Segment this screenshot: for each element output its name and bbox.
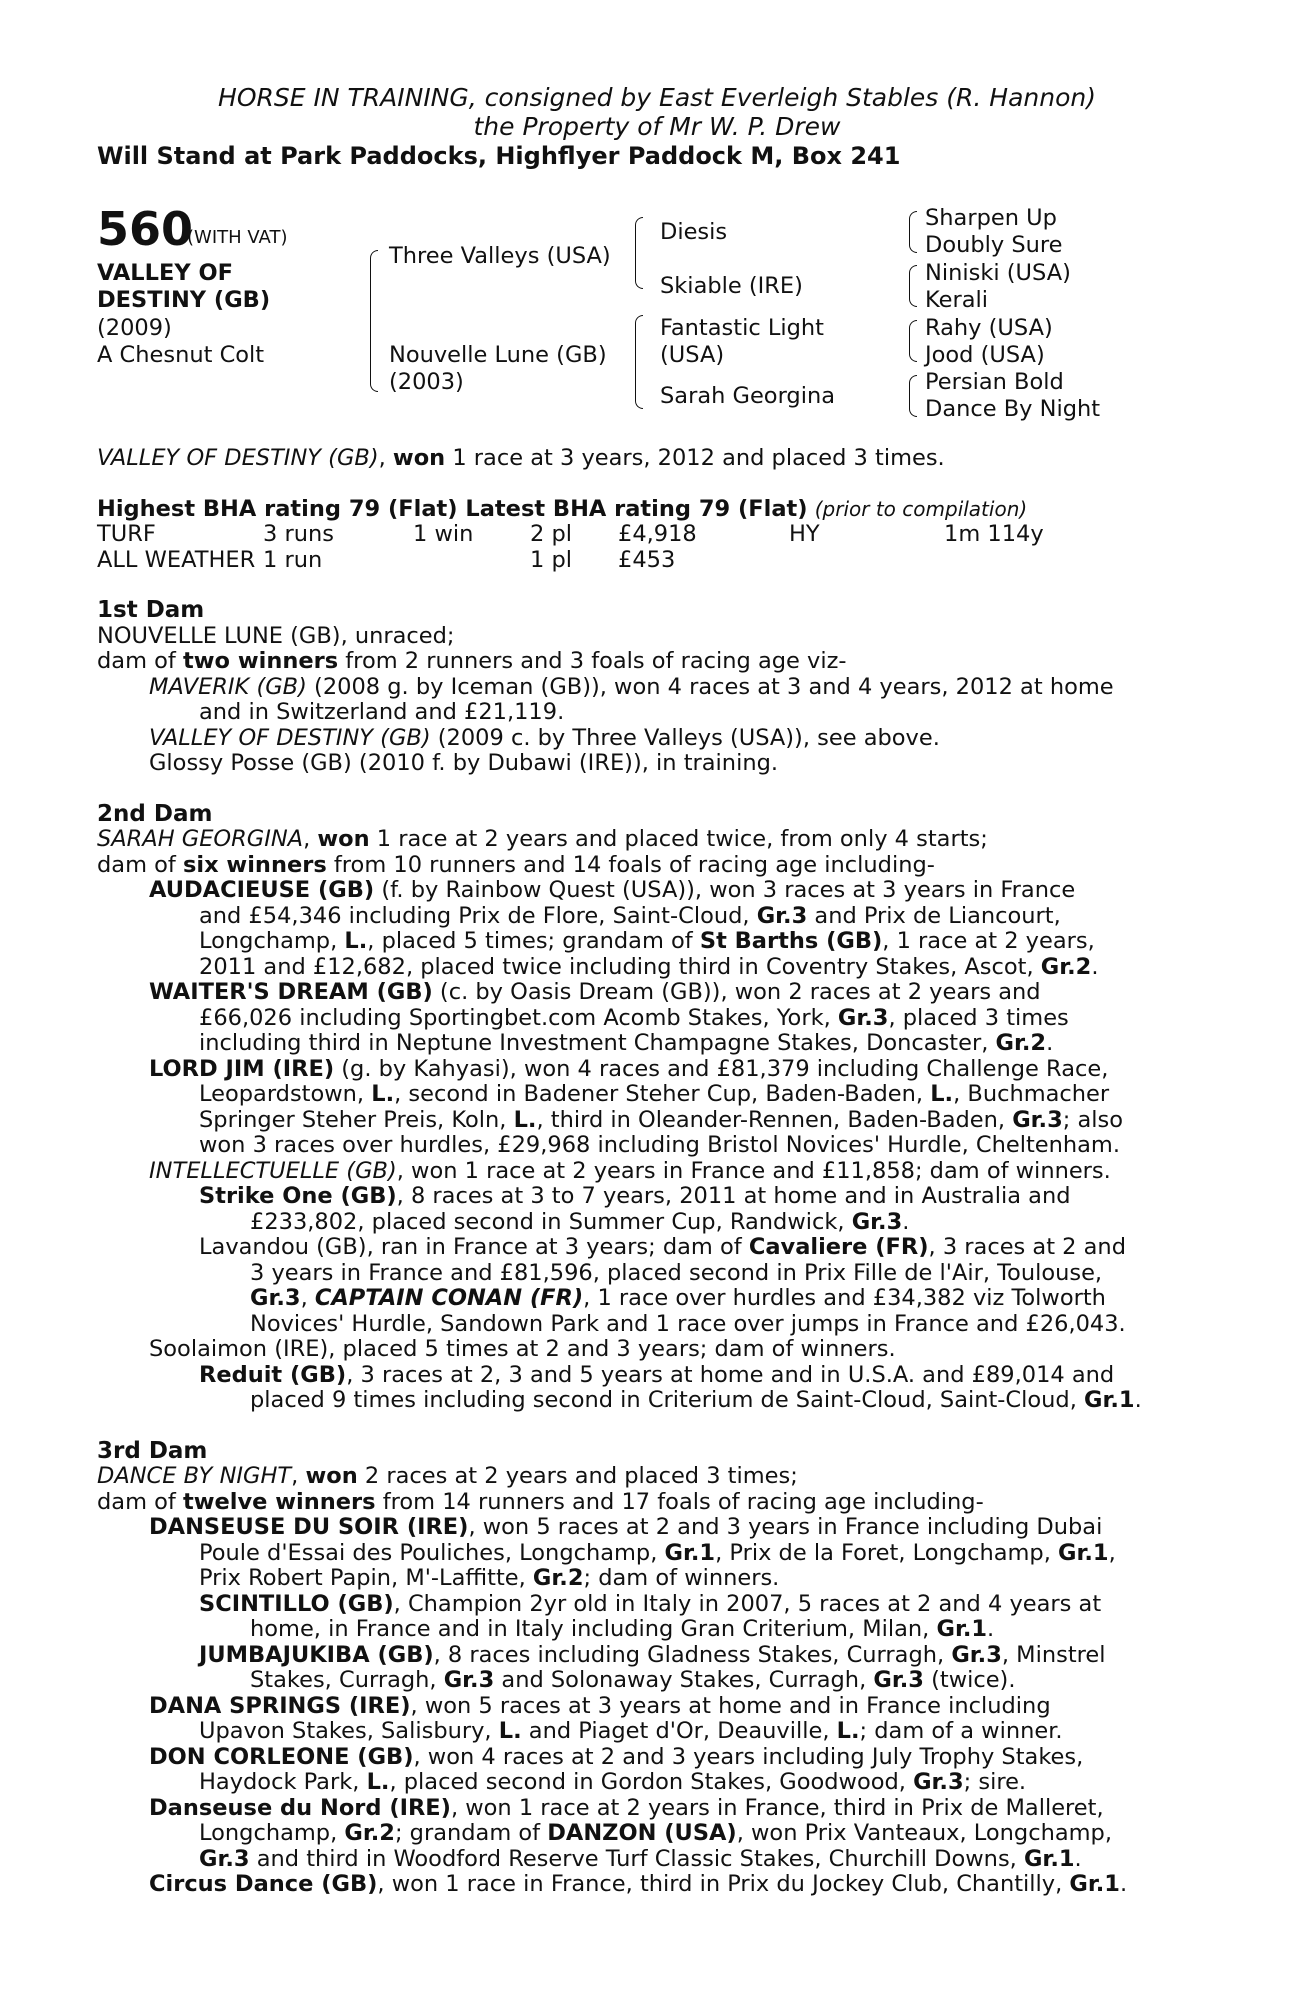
pedigree-brace-g4 bbox=[909, 375, 917, 417]
first-dam-produce-glossy: Glossy Posse (GB) (2010 f. by Dubawi (IRE)), in training. bbox=[149, 750, 779, 776]
lot-vat: (WITH VAT) bbox=[187, 227, 288, 248]
produce-don-corleone: DON CORLEONE (GB), won 4 races at 2 and 3 years including July Trophy Stakes, bbox=[149, 1743, 1084, 1770]
horse-year: (2009) bbox=[97, 315, 172, 341]
first-dam-produce-maverik: MAVERIK (GB) (2008 g. by Iceman (GB)), won 4 races at 3 and 4 years, 2012 at home bbox=[149, 673, 1114, 700]
produce-scintillo: SCINTILLO (GB), Champion 2yr old in Italy in 2007, 5 races at 2 and 4 years at bbox=[199, 1590, 1102, 1617]
produce-intellectuelle: INTELLECTUELLE (GB), won 1 race at 2 years in France and £11,858; dam of winners. bbox=[149, 1157, 1111, 1184]
second-dam-produce-summary: dam of six winners from 10 runners and 14 foals of racing age including- bbox=[97, 851, 935, 878]
pedigree-dss: Rahy (USA) bbox=[925, 315, 1053, 341]
summary-line: VALLEY OF DESTINY (GB), won 1 race at 3 years, 2012 and placed 3 times. bbox=[97, 445, 945, 471]
rating-line: Highest BHA rating 79 (Flat) Latest BHA rating 79 (Flat) (prior to compilation) bbox=[97, 495, 1028, 522]
produce-jumbajukiba: JUMBAJUKIBA (GB), 8 races including Gladness Stakes, Curragh, Gr.3, Minstrel bbox=[199, 1641, 1106, 1668]
stats-row-turf: TURF 3 runs 1 win 2 pl £4,918 HY 1m 114y bbox=[97, 521, 1044, 547]
first-dam-produce-valley: VALLEY OF DESTINY (GB) (2009 c. by Three Valleys (USA)), see above. bbox=[149, 724, 940, 751]
lot-number: 560 bbox=[97, 202, 194, 256]
produce-audacieuse: AUDACIEUSE (GB) (f. by Rainbow Quest (USA)), won 3 races at 3 years in France bbox=[149, 877, 1076, 903]
horse-description: A Chesnut Colt bbox=[97, 342, 265, 368]
first-dam-line: NOUVELLE LUNE (GB), unraced; bbox=[97, 622, 455, 649]
produce-reduit: Reduit (GB), 3 races at 2, 3 and 5 years at home and in U.S.A. and £89,014 and bbox=[199, 1361, 1115, 1388]
first-dam-produce-maverik-cont: and in Switzerland and £21,119. bbox=[199, 699, 565, 725]
pedigree-brace-main bbox=[370, 250, 378, 392]
pedigree-brace-g1 bbox=[909, 211, 917, 253]
first-dam-produce-summary: dam of two winners from 2 runners and 3 foals of racing age viz- bbox=[97, 648, 847, 674]
pedigree-brace-dam bbox=[635, 315, 643, 409]
stats-row-all-weather: ALL WEATHER 1 run 1 pl £453 bbox=[97, 546, 676, 573]
pedigree-sire-sire: Diesis bbox=[660, 219, 728, 245]
third-dam-title: 3rd Dam bbox=[97, 1437, 208, 1464]
third-dam-line: DANCE BY NIGHT, won 2 races at 2 years and placed 3 times; bbox=[97, 1463, 798, 1489]
pedigree-dam: Nouvelle Lune (GB) bbox=[389, 342, 607, 368]
pedigree-ssd: Doubly Sure bbox=[925, 232, 1063, 258]
pedigree-sss: Sharpen Up bbox=[925, 205, 1057, 231]
pedigree-brace-sire bbox=[635, 217, 643, 289]
pedigree-dam-sire-line1: Fantastic Light bbox=[660, 315, 825, 341]
horse-name-line1: VALLEY OF bbox=[97, 260, 233, 286]
produce-dana-springs: DANA SPRINGS (IRE), won 5 races at 3 years at home and in France including bbox=[149, 1692, 1051, 1719]
produce-soolaimon: Soolaimon (IRE), placed 5 times at 2 and 3 years; dam of winners. bbox=[149, 1336, 896, 1362]
third-dam-produce-summary: dam of twelve winners from 14 runners and 17 foals of racing age including- bbox=[97, 1488, 984, 1515]
pedigree-dam-sire-line2: (USA) bbox=[660, 342, 725, 368]
pedigree-sds: Niniski (USA) bbox=[925, 260, 1071, 286]
pedigree-brace-g2 bbox=[909, 265, 917, 307]
produce-strike-one: Strike One (GB), 8 races at 3 to 7 years, 2011 at home and in Australia and bbox=[199, 1183, 1071, 1209]
pedigree-dam-dam: Sarah Georgina bbox=[660, 383, 836, 409]
second-dam-line: SARAH GEORGINA, won 1 race at 2 years and placed twice, from only 4 starts; bbox=[97, 826, 988, 852]
produce-danseuse-du-nord: Danseuse du Nord (IRE), won 1 race at 2 years in France, third in Prix de Malleret, bbox=[149, 1794, 1104, 1821]
second-dam-title: 2nd Dam bbox=[97, 800, 213, 827]
produce-danseuse-du-soir: DANSEUSE DU SOIR (IRE), won 5 races at 2 and 3 years in France including Dubai bbox=[149, 1514, 1103, 1540]
pedigree-sire-dam: Skiable (IRE) bbox=[660, 273, 803, 299]
pedigree-brace-g3 bbox=[909, 320, 917, 362]
pedigree-sdd: Kerali bbox=[925, 287, 989, 313]
pedigree-dsd: Jood (USA) bbox=[925, 342, 1045, 368]
pedigree-dds: Persian Bold bbox=[925, 369, 1064, 395]
pedigree-sire: Three Valleys (USA) bbox=[389, 243, 611, 269]
catalogue-body: VALLEY OF DESTINY (GB), won 1 race at 3 years, 2012 and placed 3 times. Highest BHA rating 79 (Flat) Latest BHA rating 79 (Flat) (prior to compilation) TURF 3 runs 1 win 2 pl £4,918 HY 1m 114y ALL WEATHER 1 run 1 pl £453 1st Dam NOUVELLE LUNE (GB), unraced; dam of two winners from 2 runners and 3 foals of racing age viz- MAVERIK (GB) (2008 g. by Iceman (GB)), won 4 races at 3 and 4 years, 2012 at home and in Switzerland and £21,119. VALLEY OF DESTINY (GB) (2009 c. by Three Valleys (USA)), see above. Glossy Posse (GB) (2010 f. by Dubawi (IRE)), in training. 2nd Dam SARAH GEORGINA, won 1 race at 2 years and placed twice, from only 4 starts; dam of six winners from 10 runners and 14 foals of racing age including- AUDACIEUSE (GB) (f. by Rainbow Quest (USA)), won 3 races at 3 years in France and £54,346 including Prix de Flore, Saint-Cloud, Gr.3 and Prix de Liancourt, Longchamp, L., placed 5 times; grandam of St Barths (GB), 1 race at 2 years, 2011 and £12,682, placed twice including third in Coventry Stakes, Ascot, Gr.2. WAITER'S DREAM (GB) (c. by Oasis Dream (GB)), won 2 races at 2 years and £66,026 including Sportingbet.com Acomb Stakes, York, Gr.3, placed 3 times including third in Neptune Investment Champagne Stakes, Doncaster, Gr.2. LORD JIM (IRE) (g. by Kahyasi), won 4 races and £81,379 including Challenge Race, Leopardstown, L., second in Badener Steher Cup, Baden-Baden, L., Buchmacher Springer Steher Preis, Koln, L., third in Oleander-Rennen, Baden-Baden, Gr.3; also won 3 races over hurdles, £29,968 including Bristol Novices' Hurdle, Cheltenham. INTELLECTUELLE (GB), won 1 race at 2 years in France and £11,858; dam of winners. Strike One (GB), 8 races at 3 to 7 years, 2011 at home and in Australia and £233,802, placed second in Summer Cup, Randwick, Gr.3. Lavandou (GB), ran in France at 3 years; dam of Cavaliere (FR), 3 races at 2 and 3 years in France and £81,596, placed second in Prix Fille de l'Air, Toulouse, Gr.3, CAPTAIN CONAN (FR), 1 race over hurdles and £34,382 viz Tolworth Novices' Hurdle, Sandown Park and 1 race over jumps in France and £26,043. Soolaimon (IRE), placed 5 times at 2 and 3 years; dam of winners. Reduit (GB), 3 races at 2, 3 and 5 years at home and in U.S.A. and £89,014 and placed 9 times including second in Criterium de Saint-Cloud, Saint-Cloud, Gr.1. 3rd Dam DANCE BY NIGHT, won 2 races at 2 years and placed 3 times; dam of twelve winners from 14 runners and 17 foals of racing age including- DANSEUSE DU SOIR (IRE), won 5 races at 2 and 3 years in France including Dubai Poule d'Essai des Pouliches, Longchamp, Gr.1, Prix de la Foret, Longchamp, Gr.1, Prix Robert Papin, M'-Laffitte, Gr.2; dam of winners. SCINTILLO (GB), Champion 2yr old in Italy in 2007, 5 races at 2 and 4 years at home, in France and in Italy including Gran Criterium, Milan, Gr.1. JUMBAJUKIBA (GB), 8 races including Gladness Stakes, Curragh, Gr.3, Minstrel Stakes, Curragh, Gr.3 and Solonaway Stakes, Curragh, Gr.3 (twice). DANA SPRINGS (IRE), won 5 races at 3 years at home and in France including Upavon Stakes, Salisbury, L. and Piaget d'Or, Deauville, L.; dam of a winner. DON CORLEONE (GB), won 4 races at 2 and 3 years including July Trophy Stakes, Haydock Park, L., placed second in Gordon Stakes, Goodwood, Gr.3; sire. Danseuse du Nord (IRE), won 1 race at 2 years in France, third in Prix de Malleret, Longchamp, Gr.2; grandam of DANZON (USA), won Prix Vanteaux, Longchamp, Gr.3 and third in Woodford Reserve Turf Classic Stakes, Churchill Downs, Gr.1. Circus Dance (GB), won 1 race in France, third in Prix du Jockey Club, Chantilly, Gr.1. bbox=[97, 446, 1217, 1898]
produce-waiters-dream: WAITER'S DREAM (GB) (c. by Oasis Dream (GB)), won 2 races at 2 years and bbox=[149, 979, 1041, 1005]
pedigree-block bbox=[97, 202, 1217, 435]
pedigree-ddd: Dance By Night bbox=[925, 396, 1101, 422]
header-consignor: HORSE IN TRAINING, consigned by East Everleigh Stables (R. Hannon) bbox=[218, 83, 1096, 112]
produce-lord-jim: LORD JIM (IRE) (g. by Kahyasi), won 4 races and £81,379 including Challenge Race, bbox=[149, 1055, 1109, 1082]
horse-name-line2: DESTINY (GB) bbox=[97, 287, 271, 313]
first-dam-title: 1st Dam bbox=[97, 597, 205, 623]
pedigree-dam-year: (2003) bbox=[389, 369, 464, 395]
header-location: Will Stand at Park Paddocks, Highflyer Paddock M, Box 241 bbox=[97, 142, 901, 170]
produce-lavandou: Lavandou (GB), ran in France at 3 years; dam of Cavaliere (FR), 3 races at 2 and bbox=[199, 1234, 1126, 1260]
produce-circus-dance: Circus Dance (GB), won 1 race in France, third in Prix du Jockey Club, Chantilly, Gr.1. bbox=[149, 1871, 1128, 1897]
header-property: the Property of Mr W. P. Drew bbox=[473, 112, 841, 141]
